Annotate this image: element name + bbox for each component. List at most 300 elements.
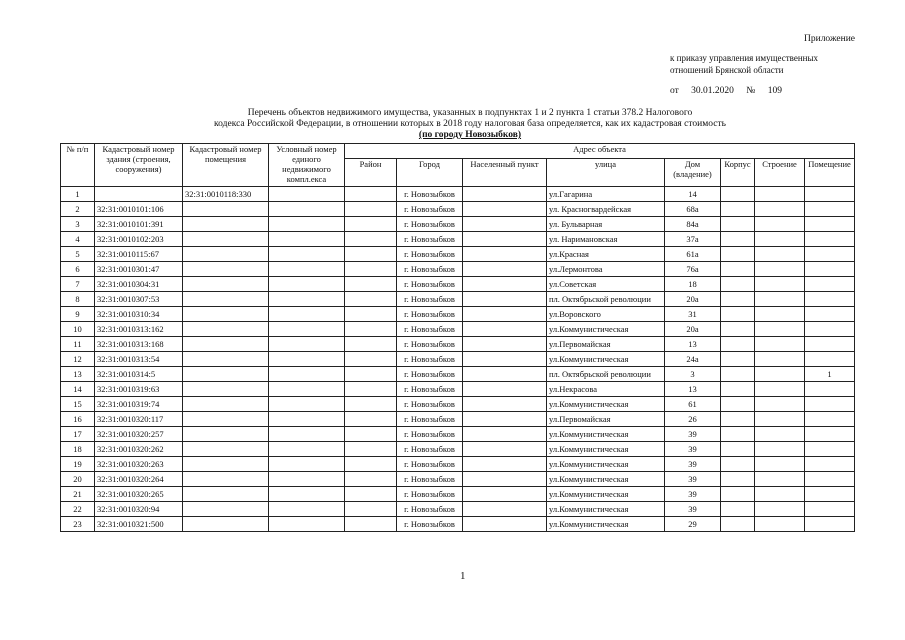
number-label: №	[746, 86, 756, 96]
cell-house: 39	[665, 457, 721, 472]
cell-settlement	[463, 412, 547, 427]
cell-building-cadastral: 32:31:0010102:203	[95, 232, 183, 247]
cell-num: 3	[61, 217, 95, 232]
cell-district	[345, 502, 397, 517]
cell-house: 84а	[665, 217, 721, 232]
cell-house: 39	[665, 487, 721, 502]
cell-settlement	[463, 367, 547, 382]
cell-stroenie	[755, 517, 805, 532]
cell-street: ул.Красная	[547, 247, 665, 262]
table-row	[61, 262, 855, 277]
cell-city: г. Новозыбков	[397, 427, 463, 442]
cell-premise-cadastral	[183, 472, 269, 487]
cell-premise	[805, 427, 855, 442]
header-korpus: Корпус	[721, 159, 755, 187]
cell-premise-cadastral	[183, 502, 269, 517]
cell-street: ул. Наримановская	[547, 232, 665, 247]
cell-stroenie	[755, 487, 805, 502]
cell-premise-cadastral	[183, 322, 269, 337]
cell-stroenie	[755, 472, 805, 487]
cell-premise-cadastral	[183, 247, 269, 262]
cell-building-cadastral: 32:31:0010321:500	[95, 517, 183, 532]
cell-street: ул.Коммунистическая	[547, 427, 665, 442]
cell-house: 39	[665, 442, 721, 457]
cell-premise: 1	[805, 367, 855, 382]
cell-district	[345, 292, 397, 307]
cell-settlement	[463, 382, 547, 397]
cell-num: 5	[61, 247, 95, 262]
cell-city: г. Новозыбков	[397, 412, 463, 427]
cell-premise-cadastral	[183, 442, 269, 457]
cell-street: ул.Советская	[547, 277, 665, 292]
table-row	[61, 412, 855, 427]
cell-num: 20	[61, 472, 95, 487]
cell-num: 2	[61, 202, 95, 217]
cell-korpus	[721, 352, 755, 367]
cell-building-cadastral: 32:31:0010320:264	[95, 472, 183, 487]
cell-conditional-number	[269, 262, 345, 277]
table-row	[61, 502, 855, 517]
cell-premise	[805, 322, 855, 337]
title-line-1: Перечень объектов недвижимого имущества, указанных в подпунктах 1 и 2 пункта 1 статьи 378.2 Налогового	[247, 108, 693, 118]
cell-settlement	[463, 502, 547, 517]
cell-settlement	[463, 397, 547, 412]
table-row	[61, 202, 855, 217]
cell-building-cadastral: 32:31:0010320:257	[95, 427, 183, 442]
cell-conditional-number	[269, 397, 345, 412]
cell-district	[345, 187, 397, 202]
cell-conditional-number	[269, 232, 345, 247]
cell-stroenie	[755, 367, 805, 382]
cell-num: 10	[61, 322, 95, 337]
cell-stroenie	[755, 397, 805, 412]
cell-korpus	[721, 262, 755, 277]
cell-num: 7	[61, 277, 95, 292]
cell-city: г. Новозыбков	[397, 442, 463, 457]
cell-num: 16	[61, 412, 95, 427]
header-building-cadastral: Кадастровый номер здания (строения, сооружения)	[95, 144, 183, 187]
cell-num: 9	[61, 307, 95, 322]
cell-city: г. Новозыбков	[397, 247, 463, 262]
cell-street: ул.Коммунистическая	[547, 472, 665, 487]
cell-conditional-number	[269, 412, 345, 427]
cell-building-cadastral: 32:31:0010101:106	[95, 202, 183, 217]
cell-district	[345, 322, 397, 337]
cell-korpus	[721, 277, 755, 292]
cell-street: ул.Воровского	[547, 307, 665, 322]
cell-premise-cadastral	[183, 457, 269, 472]
cell-building-cadastral: 32:31:0010313:168	[95, 337, 183, 352]
cell-settlement	[463, 277, 547, 292]
cell-korpus	[721, 307, 755, 322]
cell-premise	[805, 307, 855, 322]
cell-house: 24а	[665, 352, 721, 367]
cell-stroenie	[755, 247, 805, 262]
order-date: 30.01.2020	[691, 86, 734, 96]
cell-district	[345, 472, 397, 487]
order-reference	[670, 52, 818, 76]
cell-stroenie	[755, 232, 805, 247]
cell-building-cadastral: 32:31:0010319:63	[95, 382, 183, 397]
table-row	[61, 517, 855, 532]
cell-building-cadastral: 32:31:0010319:74	[95, 397, 183, 412]
cell-premise	[805, 247, 855, 262]
cell-stroenie	[755, 187, 805, 202]
cell-district	[345, 352, 397, 367]
appendix-label: Приложение	[804, 34, 855, 44]
cell-premise-cadastral	[183, 367, 269, 382]
cell-street: ул.Коммунистическая	[547, 517, 665, 532]
cell-settlement	[463, 247, 547, 262]
table-row	[61, 277, 855, 292]
cell-house: 37а	[665, 232, 721, 247]
cell-city: г. Новозыбков	[397, 322, 463, 337]
cell-conditional-number	[269, 382, 345, 397]
cell-building-cadastral: 32:31:0010314:5	[95, 367, 183, 382]
header-premise-cadastral: Кадастровый номер помещения	[183, 144, 269, 187]
cell-street: ул. Красногвардейская	[547, 202, 665, 217]
cell-street: пл. Октябрьской революции	[547, 292, 665, 307]
cell-korpus	[721, 202, 755, 217]
order-line-2: отношений Брянской области	[670, 65, 784, 75]
cell-district	[345, 397, 397, 412]
cell-num: 4	[61, 232, 95, 247]
cell-building-cadastral: 32:31:0010313:162	[95, 322, 183, 337]
cell-premise-cadastral	[183, 517, 269, 532]
cell-settlement	[463, 517, 547, 532]
cell-korpus	[721, 517, 755, 532]
cell-city: г. Новозыбков	[397, 367, 463, 382]
cell-premise-cadastral	[183, 202, 269, 217]
cell-building-cadastral: 32:31:0010320:117	[95, 412, 183, 427]
cell-conditional-number	[269, 367, 345, 382]
cell-premise	[805, 382, 855, 397]
cell-house: 39	[665, 472, 721, 487]
header-conditional-number: Условный номер единого недвижимого компл.екса	[269, 144, 345, 187]
cell-premise-cadastral	[183, 232, 269, 247]
cell-settlement	[463, 187, 547, 202]
cell-city: г. Новозыбков	[397, 202, 463, 217]
cell-num: 18	[61, 442, 95, 457]
cell-district	[345, 442, 397, 457]
cell-district	[345, 457, 397, 472]
cell-house: 20а	[665, 292, 721, 307]
cell-stroenie	[755, 322, 805, 337]
cell-korpus	[721, 187, 755, 202]
cell-building-cadastral: 32:31:0010320:262	[95, 442, 183, 457]
cell-conditional-number	[269, 337, 345, 352]
cell-district	[345, 517, 397, 532]
cell-conditional-number	[269, 277, 345, 292]
header-premise: Помещение	[805, 159, 855, 187]
header-district: Район	[345, 159, 397, 187]
cell-premise	[805, 517, 855, 532]
cell-street: ул.Коммунистическая	[547, 457, 665, 472]
cell-district	[345, 262, 397, 277]
cell-korpus	[721, 322, 755, 337]
cell-korpus	[721, 472, 755, 487]
cell-korpus	[721, 487, 755, 502]
title-line-2: кодекса Российской Федерации, в отношении которых в 2018 году налоговая база определяется, как их кадастровая стоимость	[214, 119, 726, 129]
cell-num: 13	[61, 367, 95, 382]
table-row	[61, 232, 855, 247]
cell-building-cadastral	[95, 187, 183, 202]
cell-num: 14	[61, 382, 95, 397]
document-title	[150, 108, 790, 141]
cell-district	[345, 412, 397, 427]
cell-korpus	[721, 247, 755, 262]
cell-street: ул.Некрасова	[547, 382, 665, 397]
cell-conditional-number	[269, 187, 345, 202]
cell-premise	[805, 337, 855, 352]
cell-num: 15	[61, 397, 95, 412]
cell-premise	[805, 352, 855, 367]
date-prefix: от	[670, 86, 679, 96]
cell-conditional-number	[269, 427, 345, 442]
cell-stroenie	[755, 352, 805, 367]
cell-house: 76а	[665, 262, 721, 277]
table-row	[61, 472, 855, 487]
cell-city: г. Новозыбков	[397, 217, 463, 232]
cell-settlement	[463, 217, 547, 232]
cell-conditional-number	[269, 442, 345, 457]
cell-house: 68а	[665, 202, 721, 217]
cell-district	[345, 427, 397, 442]
header-house: Дом (владение)	[665, 159, 721, 187]
cell-premise	[805, 277, 855, 292]
cell-conditional-number	[269, 352, 345, 367]
cell-house: 39	[665, 427, 721, 442]
cell-street: ул.Коммунистическая	[547, 322, 665, 337]
cell-premise-cadastral	[183, 307, 269, 322]
cell-num: 23	[61, 517, 95, 532]
cell-stroenie	[755, 442, 805, 457]
cell-korpus	[721, 292, 755, 307]
cell-premise	[805, 292, 855, 307]
cell-stroenie	[755, 217, 805, 232]
cell-stroenie	[755, 502, 805, 517]
cell-house: 20а	[665, 322, 721, 337]
cell-premise-cadastral	[183, 397, 269, 412]
cell-premise	[805, 217, 855, 232]
table-row	[61, 397, 855, 412]
cell-city: г. Новозыбков	[397, 487, 463, 502]
cell-city: г. Новозыбков	[397, 187, 463, 202]
cell-city: г. Новозыбков	[397, 262, 463, 277]
cell-num: 17	[61, 427, 95, 442]
cell-premise-cadastral	[183, 412, 269, 427]
cell-settlement	[463, 472, 547, 487]
cell-house: 39	[665, 502, 721, 517]
cell-street: ул. Бульварная	[547, 217, 665, 232]
cell-city: г. Новозыбков	[397, 232, 463, 247]
cell-building-cadastral: 32:31:0010310:34	[95, 307, 183, 322]
cell-conditional-number	[269, 307, 345, 322]
cell-building-cadastral: 32:31:0010304:31	[95, 277, 183, 292]
cell-num: 11	[61, 337, 95, 352]
cell-stroenie	[755, 382, 805, 397]
cell-korpus	[721, 412, 755, 427]
cell-stroenie	[755, 262, 805, 277]
cell-settlement	[463, 337, 547, 352]
table-row	[61, 367, 855, 382]
cell-num: 6	[61, 262, 95, 277]
cell-korpus	[721, 367, 755, 382]
cell-settlement	[463, 262, 547, 277]
page-number: 1	[460, 570, 466, 582]
cell-settlement	[463, 487, 547, 502]
cell-conditional-number	[269, 472, 345, 487]
cell-district	[345, 247, 397, 262]
cell-premise-cadastral	[183, 382, 269, 397]
cell-stroenie	[755, 202, 805, 217]
property-register-table	[60, 143, 855, 532]
cell-house: 31	[665, 307, 721, 322]
cell-stroenie	[755, 277, 805, 292]
cell-conditional-number	[269, 202, 345, 217]
cell-korpus	[721, 427, 755, 442]
cell-district	[345, 202, 397, 217]
cell-building-cadastral: 32:31:0010301:47	[95, 262, 183, 277]
cell-settlement	[463, 292, 547, 307]
header-address: Адрес объекта	[345, 144, 855, 159]
cell-street: ул.Первомайская	[547, 337, 665, 352]
cell-street: ул.Лермонтова	[547, 262, 665, 277]
cell-premise-cadastral: 32:31:0010118:330	[183, 187, 269, 202]
table-row	[61, 307, 855, 322]
cell-house: 3	[665, 367, 721, 382]
cell-street: ул.Коммунистическая	[547, 487, 665, 502]
cell-district	[345, 232, 397, 247]
cell-stroenie	[755, 412, 805, 427]
header-stroenie: Строение	[755, 159, 805, 187]
table-row	[61, 322, 855, 337]
cell-building-cadastral: 32:31:0010313:54	[95, 352, 183, 367]
cell-conditional-number	[269, 292, 345, 307]
title-city: (по городу Новозыбков)	[418, 130, 522, 140]
cell-district	[345, 382, 397, 397]
order-line-1: к приказу управления имущественных	[670, 53, 819, 63]
cell-premise	[805, 472, 855, 487]
cell-num: 22	[61, 502, 95, 517]
cell-premise	[805, 262, 855, 277]
cell-korpus	[721, 232, 755, 247]
cell-district	[345, 217, 397, 232]
order-number: 109	[767, 86, 782, 96]
cell-premise-cadastral	[183, 292, 269, 307]
header-street: улица	[547, 159, 665, 187]
cell-street: ул.Гагарина	[547, 187, 665, 202]
cell-conditional-number	[269, 517, 345, 532]
cell-num: 19	[61, 457, 95, 472]
cell-premise-cadastral	[183, 277, 269, 292]
order-date-line	[670, 86, 790, 96]
cell-num: 21	[61, 487, 95, 502]
cell-stroenie	[755, 307, 805, 322]
cell-premise-cadastral	[183, 217, 269, 232]
cell-settlement	[463, 307, 547, 322]
cell-korpus	[721, 442, 755, 457]
cell-korpus	[721, 397, 755, 412]
cell-num: 8	[61, 292, 95, 307]
cell-district	[345, 487, 397, 502]
cell-building-cadastral: 32:31:0010115:67	[95, 247, 183, 262]
table-row	[61, 352, 855, 367]
cell-settlement	[463, 322, 547, 337]
cell-conditional-number	[269, 487, 345, 502]
header-num: № п/п	[61, 144, 95, 187]
table-row	[61, 247, 855, 262]
cell-premise	[805, 202, 855, 217]
cell-street: ул.Коммунистическая	[547, 397, 665, 412]
table-row	[61, 487, 855, 502]
cell-district	[345, 277, 397, 292]
cell-korpus	[721, 337, 755, 352]
cell-city: г. Новозыбков	[397, 517, 463, 532]
table-row	[61, 442, 855, 457]
cell-city: г. Новозыбков	[397, 292, 463, 307]
cell-street: пл. Октябрьской революции	[547, 367, 665, 382]
cell-street: ул.Коммунистическая	[547, 442, 665, 457]
table-row	[61, 337, 855, 352]
cell-street: ул.Первомайская	[547, 412, 665, 427]
cell-premise	[805, 502, 855, 517]
cell-settlement	[463, 352, 547, 367]
cell-settlement	[463, 457, 547, 472]
cell-house: 26	[665, 412, 721, 427]
cell-premise	[805, 232, 855, 247]
cell-city: г. Новозыбков	[397, 397, 463, 412]
cell-city: г. Новозыбков	[397, 382, 463, 397]
cell-city: г. Новозыбков	[397, 457, 463, 472]
cell-house: 61а	[665, 247, 721, 262]
cell-building-cadastral: 32:31:0010307:53	[95, 292, 183, 307]
cell-korpus	[721, 457, 755, 472]
cell-street: ул.Коммунистическая	[547, 502, 665, 517]
cell-settlement	[463, 232, 547, 247]
cell-stroenie	[755, 292, 805, 307]
cell-district	[345, 367, 397, 382]
cell-district	[345, 307, 397, 322]
cell-premise-cadastral	[183, 487, 269, 502]
header-city: Город	[397, 159, 463, 187]
cell-conditional-number	[269, 457, 345, 472]
cell-premise-cadastral	[183, 427, 269, 442]
table-row	[61, 187, 855, 202]
cell-korpus	[721, 382, 755, 397]
cell-house: 18	[665, 277, 721, 292]
cell-city: г. Новозыбков	[397, 502, 463, 517]
cell-korpus	[721, 217, 755, 232]
cell-premise	[805, 442, 855, 457]
cell-premise-cadastral	[183, 262, 269, 277]
cell-settlement	[463, 202, 547, 217]
cell-city: г. Новозыбков	[397, 277, 463, 292]
cell-building-cadastral: 32:31:0010320:263	[95, 457, 183, 472]
cell-korpus	[721, 502, 755, 517]
cell-conditional-number	[269, 247, 345, 262]
table-row	[61, 217, 855, 232]
cell-premise-cadastral	[183, 352, 269, 367]
table-row	[61, 382, 855, 397]
cell-city: г. Новозыбков	[397, 307, 463, 322]
cell-settlement	[463, 427, 547, 442]
cell-house: 13	[665, 337, 721, 352]
cell-stroenie	[755, 427, 805, 442]
cell-premise	[805, 397, 855, 412]
cell-city: г. Новозыбков	[397, 352, 463, 367]
header-settlement: Населенный пункт	[463, 159, 547, 187]
